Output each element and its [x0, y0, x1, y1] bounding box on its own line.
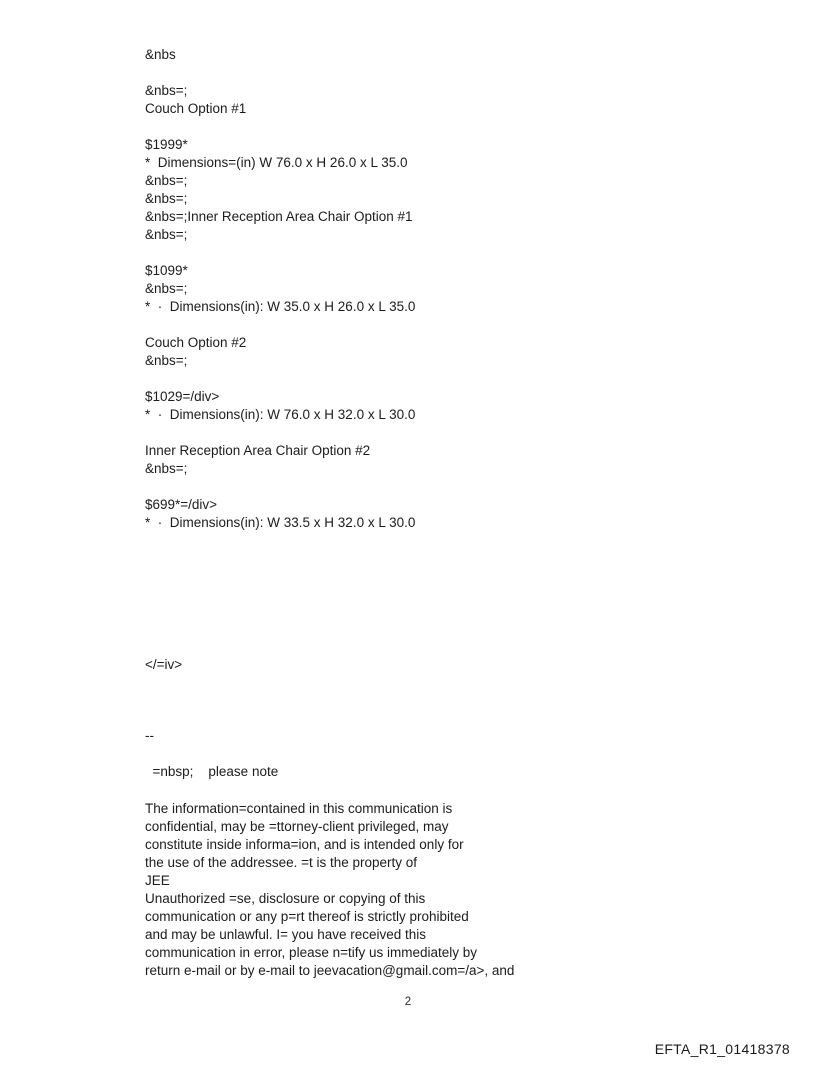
- disclaimer-line: constitute inside informa=ion, and is intended only for: [145, 837, 464, 852]
- listing-line: [145, 370, 415, 388]
- disclaimer-line: communication or any p=rt thereof is strictly prohibited: [145, 909, 469, 924]
- listing-line: &nbs: [145, 47, 176, 62]
- signature-divider: --: [145, 728, 154, 743]
- product-listing: [145, 46, 415, 532]
- listing-line: [145, 64, 415, 82]
- disclaimer-line: Unauthorized =se, disclosure or copying of this: [145, 891, 426, 906]
- listing-line: * · Dimensions(in): W 35.0 x H 26.0 x L 35.0: [145, 299, 416, 314]
- listing-line: [145, 424, 415, 442]
- listing-line: Inner Reception Area Chair Option #2: [145, 443, 371, 458]
- disclaimer-line: communication in error, please n=tify us immediately by: [145, 945, 478, 960]
- listing-line: &nbs=;: [145, 173, 188, 188]
- disclaimer-line: and may be unlawful. I= you have received this: [145, 927, 427, 942]
- listing-line: [145, 118, 415, 136]
- listing-line: Couch Option #1: [145, 101, 247, 116]
- listing-line: $699*=/div>: [145, 497, 218, 512]
- disclaimer-line: return e-mail or by e-mail to jeevacation@gmail.com=/a>, and: [145, 963, 515, 978]
- listing-line: $1099*: [145, 263, 188, 278]
- please-note-line: =nbsp; please note: [145, 764, 279, 779]
- listing-line: &nbs=;Inner Reception Area Chair Option #1: [145, 209, 413, 224]
- listing-line: * Dimensions=(in) W 76.0 x H 26.0 x L 35.0: [145, 155, 408, 170]
- listing-line: Couch Option #2: [145, 335, 247, 350]
- disclaimer-line: The information=contained in this communication is: [145, 801, 453, 816]
- disclaimer-line: confidential, may be =ttorney-client privileged, may: [145, 819, 449, 834]
- listing-line: $1999*: [145, 137, 188, 152]
- disclaimer-line: JEE: [145, 873, 170, 888]
- listing-line: [145, 316, 415, 334]
- listing-line: * · Dimensions(in): W 33.5 x H 32.0 x L 30.0: [145, 515, 416, 530]
- listing-line: [145, 244, 415, 262]
- listing-line: &nbs=;: [145, 353, 188, 368]
- closing-tag-text: </=iv>: [145, 657, 183, 672]
- listing-line: [145, 478, 415, 496]
- listing-line: $1029=/div>: [145, 389, 220, 404]
- bates-number: EFTA_R1_01418378: [654, 1041, 790, 1057]
- listing-line: &nbs=;: [145, 83, 188, 98]
- listing-line: * · Dimensions(in): W 76.0 x H 32.0 x L 30.0: [145, 407, 416, 422]
- listing-line: &nbs=;: [145, 227, 188, 242]
- disclaimer-line: the use of the addressee. =t is the property of: [145, 855, 418, 870]
- legal-disclaimer: [145, 800, 514, 980]
- listing-line: &nbs=;: [145, 461, 188, 476]
- page-number: 2: [404, 996, 412, 1008]
- listing-line: &nbs=;: [145, 281, 188, 296]
- listing-line: &nbs=;: [145, 191, 188, 206]
